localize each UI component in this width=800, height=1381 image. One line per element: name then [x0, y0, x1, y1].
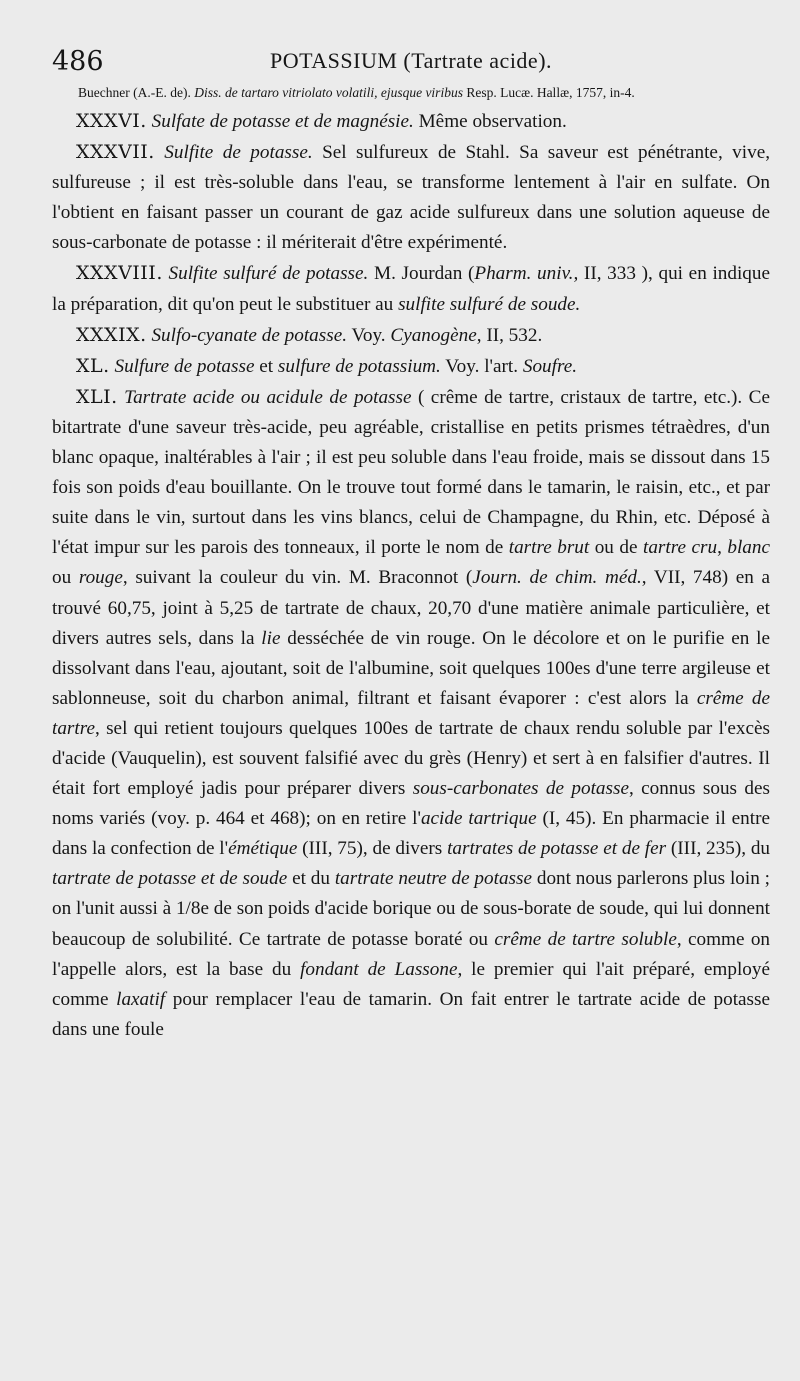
entry-number: XXXIX. — [76, 323, 147, 346]
italic-run: tartre brut — [508, 537, 590, 559]
text-run: , comme on l'appelle alors, est la base du — [52, 928, 771, 980]
text-run: ( crême de tartre, cristaux de tartre, etc.). Ce bitartrate d'une saveur très-acide, peu agréable, cristallise en petits prismes tétraèdres, d'un blanc opaque, inaltérables à l'air ; il est peu soluble dans l'eau froide, mais se dissout dans 15 fois son poids d'eau bouillante. On le trouve tout formé dans le tamarin, le raisin, etc., et par suite dans le vin, surtout dans les vins blancs, celui de Champagne, du Rhin, etc. Déposé à l'état impur sur les parois des tonneaux, il porte le nom de — [52, 386, 770, 559]
text-run: (III, 235), du — [666, 838, 771, 860]
entry-title-secondary: sulfure de potassium. — [277, 355, 441, 377]
entry-xxxviii — [52, 258, 770, 319]
italic-run: fondant de Lassone — [300, 958, 458, 980]
entry-number: XXXVII. — [76, 141, 155, 164]
entry-title: Tartrate acide ou acidule de potasse — [124, 386, 412, 408]
entry-title: Sulfure de potasse — [114, 355, 255, 377]
text-run: dont nous parlerons plus loin ; on l'unit aussi à 1/8e de son poids d'acide borique ou de sous-borate de soude, qui lui donnent beaucoup de solubilité. Ce tartrate de potasse boraté ou — [52, 868, 770, 950]
ref-author: Buechner (A.-E. de). — [78, 85, 191, 100]
italic-run: tartrate de potasse et de soude — [52, 868, 288, 890]
entry-xli — [52, 382, 770, 1045]
text-run: et du — [287, 868, 335, 890]
italic-run: laxatif — [116, 988, 166, 1010]
italic-run: lie — [261, 627, 281, 649]
entry-number: XLI. — [76, 385, 118, 408]
italic-run: crême de tartre — [52, 687, 770, 739]
text-run: , suivant la couleur du vin. M. Braconnot ( — [122, 567, 473, 589]
entry-number: XXXVI. — [76, 110, 147, 132]
entry-title: Sulfate de potasse et de magnésie. — [151, 111, 414, 132]
entry-body — [52, 387, 770, 1040]
italic-run: acide tartrique — [420, 808, 537, 830]
entry-text: , II, 532. — [476, 324, 543, 346]
text-run: desséchée de vin rouge. On le décolore et on le purifie en le dissolvant dans l'eau, ajoutant, soit de l'albumine, soit quelques 100es d'une terre argileuse et sablonneuse, soit du charbon animal, filtrant et faisant évaporer : c'est alors la — [52, 627, 770, 709]
entry-xxxix — [52, 320, 770, 351]
entry-citation: Pharm. univ., — [474, 263, 579, 285]
text-run: , — [717, 537, 728, 559]
bibliographic-reference — [78, 84, 770, 102]
entry-title: Sulfite de potasse. — [164, 142, 313, 164]
entry-text: Voy. l'art. — [440, 355, 523, 377]
text-run: (I, 45). En pharmacie il entre dans la confection de l' — [52, 808, 771, 860]
italic-run: blanc — [727, 537, 770, 559]
entry-number: XXXVIII. — [76, 262, 163, 285]
entry-text: Sel sulfureux de Stahl. Sa saveur est pénétrante, vive, sulfureuse ; il est très-soluble dans l'eau, se transforme lentement à l'air en sulfate. On l'obtient en faisant passer un courant de gaz acide sulfureux dans une solution aqueuse de sous-carbonate de potasse : il mériterait d'être expérimenté. — [52, 142, 771, 254]
text-run: ou — [52, 567, 79, 589]
text-run: , sel qui retient toujours quelques 100es de tartrate de chaux rendu soluble par l'excès d'acide (Vauquelin), est souvent falsifié avec du grès (Henry) et sert à en falsifier d'autres. Il était fort employé jadis pour préparer divers — [52, 717, 770, 800]
entry-xl — [52, 351, 770, 382]
entry-title: Sulfo-cyanate de potasse. — [151, 324, 348, 346]
ref-title: Diss. de tartaro vitriolato volatili, ejusque viribus — [194, 85, 463, 100]
text-run: (III, 75), de divers — [297, 838, 448, 860]
ref-rest: Resp. Lucæ. Hallæ, 1757, in-4. — [466, 85, 635, 100]
text-run: ou de — [589, 537, 643, 559]
entry-text: II, 333 ), qui en indique la préparation, dit qu'on peut le substituer au — [52, 263, 771, 315]
running-title: POTASSIUM (Tartrate acide). — [269, 48, 553, 73]
entry-text: et — [254, 355, 278, 377]
entry-xxxvii — [52, 137, 770, 258]
entry-xxxvi — [52, 106, 770, 137]
italic-run: tartrates de potasse et de fer — [447, 838, 667, 860]
entry-text: Même observation. — [418, 111, 567, 132]
text-run: , le premier qui l'ait préparé, employé comme — [52, 958, 770, 1010]
entry-text: M. Jourdan ( — [374, 263, 475, 285]
entry-number: XL. — [76, 354, 110, 377]
entry-text: Voy. — [351, 324, 391, 346]
italic-run: crême de tartre soluble — [494, 928, 677, 950]
entry-title-secondary: sulfite sulfuré de soude. — [398, 293, 581, 315]
text-run: pour remplacer l'eau de tamarin. On fait entrer le tartrate acide de potasse dans une foule — [52, 988, 771, 1040]
entry-citation: Cyanogène — [390, 324, 477, 346]
entry-citation: Soufre. — [522, 355, 578, 377]
italic-run: rouge — [78, 567, 123, 589]
text-run: , connus sous des noms variés (voy. p. 464 et 468); on en retire l' — [52, 778, 770, 830]
page-header — [52, 44, 770, 84]
italic-run: Journ. de chim. méd. — [472, 567, 642, 589]
page-number: 486 — [52, 46, 104, 77]
entry-title: Sulfite sulfuré de potasse. — [168, 263, 369, 285]
italic-run: tartrate neutre de potasse — [334, 868, 532, 890]
italic-run: sous-carbonates de potasse — [412, 778, 629, 800]
italic-run: tartre cru — [643, 537, 718, 559]
text-run: , VII, 748) en a trouvé 60,75, joint à 5,25 de tartrate de chaux, 20,70 d'une matière animale particulière, et divers autres sels, dans la — [52, 567, 770, 649]
italic-run: émétique — [228, 838, 298, 860]
